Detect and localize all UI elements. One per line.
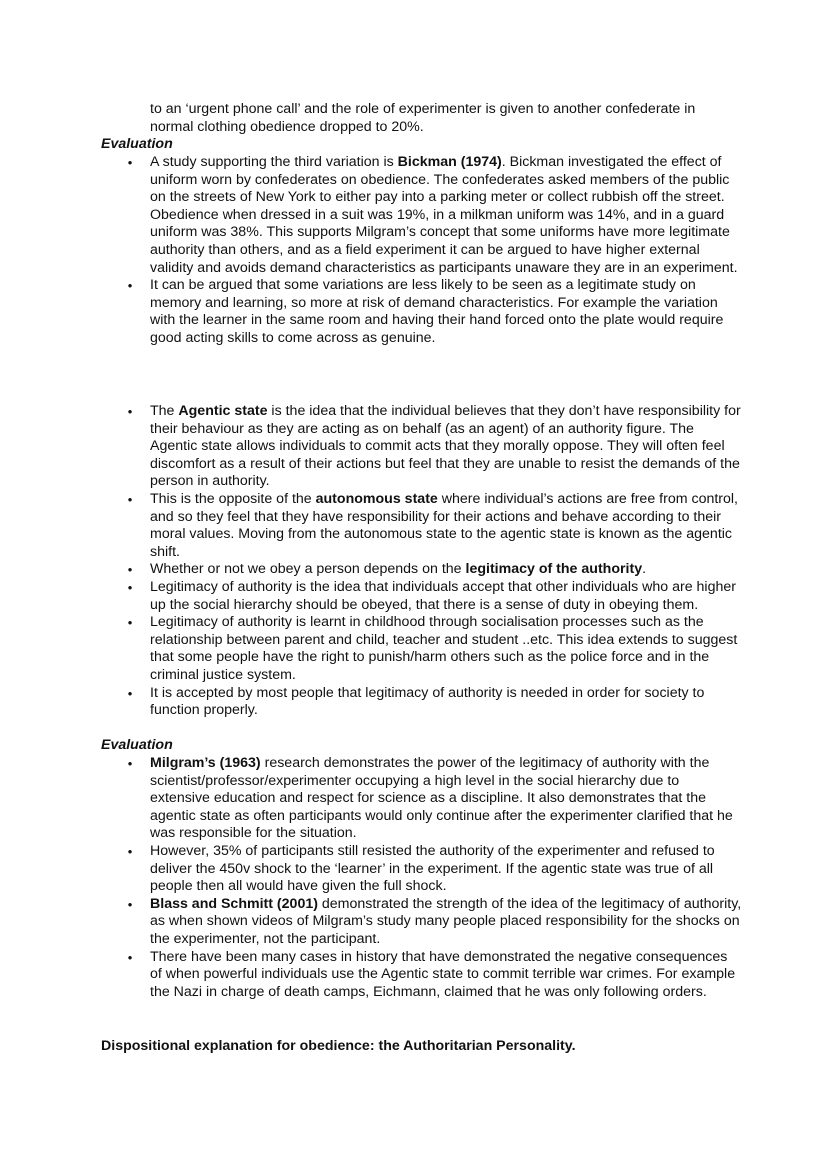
key-term: legitimacy of the authority <box>465 561 643 578</box>
bullet-icon: • <box>127 615 133 631</box>
list-item-text: demonstrated the strength of the idea of the legitimacy of authority, as when shown videos of Milgram’s study many people placed responsibility for the shocks on the experimenter, not the participant. <box>150 895 742 947</box>
list-item <box>127 684 742 720</box>
list-item-text: A study supporting the third variation is <box>150 154 398 170</box>
bullet-icon: • <box>127 685 133 701</box>
agentic-state-list <box>127 403 742 720</box>
key-term: Agentic state <box>178 403 268 419</box>
evaluation-heading: Evaluation <box>101 136 173 152</box>
bullet-icon: • <box>127 579 133 595</box>
list-item <box>127 614 742 684</box>
list-item <box>127 755 742 843</box>
list-item <box>127 277 742 347</box>
list-item <box>127 403 742 491</box>
list-item <box>127 895 742 949</box>
intro-continuation: to an ‘urgent phone call’ and the role of experimenter is given to another confederate in normal clothing obedience dropped to 20%. <box>150 101 696 135</box>
list-item-text: Legitimacy of authority is the idea that individuals accept that other individuals who are higher up the social hierarchy should be obeyed, that there is a sense of duty in obeying them. <box>150 578 736 613</box>
bullet-icon: • <box>127 278 133 294</box>
list-item-text: It is accepted by most people that legitimacy of authority is needed in order for society to function properly. <box>150 684 705 719</box>
list-item-text: where individual’s actions are free from control, and so they feel that they have responsibility for their actions and behave according to their moral values. Moving from the autonomous state to the agentic state is known as the agentic shift. <box>150 490 738 560</box>
evaluation-list-2 <box>127 755 742 1001</box>
evaluation-heading: Evaluation <box>101 737 173 753</box>
list-item-text: is the idea that the individual believes that they don’t have responsibility for their behaviour as they are acting as on behalf (as an agent) of an authority figure. The Agentic state allows individuals to commit acts that they morally oppose. They will often feel discomfort as a result of their actions but feel that they are unable to resist the demands of the person in authority. <box>150 403 741 490</box>
list-item-text: This is the opposite of the <box>150 490 316 507</box>
bullet-icon: • <box>127 949 133 965</box>
bullet-icon: • <box>127 404 133 419</box>
list-item-text: . <box>642 561 647 578</box>
list-item <box>127 154 742 277</box>
citation: Blass and Schmitt (2001) <box>150 895 318 912</box>
list-item <box>127 842 742 896</box>
list-item-text: The <box>150 403 179 419</box>
list-item-text: It can be argued that some variations are less likely to be seen as a legitimate study on memory and learning, so more at risk of demand characteristics. For example the variation with the learner in the same room and having their hand forced onto the plate would require good acting skills to come across as genuine. <box>150 277 724 346</box>
section-title: Dispositional explanation for obedience: the Authoritarian Personality. <box>101 1038 576 1054</box>
list-item <box>127 948 742 1002</box>
evaluation-list-1 <box>127 154 742 348</box>
bullet-icon: • <box>127 756 133 771</box>
list-item <box>127 578 742 614</box>
bullet-icon: • <box>127 491 133 507</box>
bullet-icon: • <box>127 562 133 578</box>
list-item-text: Legitimacy of authority is learnt in childhood through socialisation processes such as the relationship between parent and child, teacher and student ..etc. This idea extends to suggest that some people have the right to punish/harm others such as the police force and in the criminal justice system. <box>150 614 738 683</box>
list-item <box>127 490 742 561</box>
bullet-icon: • <box>127 155 133 170</box>
list-item-text: Whether or not we obey a person depends on the <box>150 561 466 578</box>
list-item-text: . Bickman investigated the effect of uniform worn by confederates on obedience. The confederates asked members of the public on the streets of New York to either pay into a parking meter or collect rubbish off the street. Obedience when dressed in a suit was 19%, in a milkman uniform was 14%, and in a guard uniform was 38%. This supports Milgram’s concept that some uniforms have more legitimate authority than others, and as a field experiment it can be argued to have higher external validity and avoids demand characteristics as participants unaware they are in an experiment. <box>150 154 738 276</box>
citation: Bickman (1974) <box>397 154 502 170</box>
list-item-text: research demonstrates the power of the legitimacy of authority with the scientist/professor/experimenter occupying a high level in the social hierarchy due to extensive education and respect for science as a discipline. It also demonstrates that the agentic state as often participants would only continue after the experimenter clarified that he was responsible for the situation. <box>150 755 733 842</box>
key-term: autonomous state <box>315 490 438 507</box>
citation: Milgram’s (1963) <box>150 755 261 771</box>
bullet-icon: • <box>127 896 133 912</box>
list-item-text: However, 35% of participants still resisted the authority of the experimenter and refused to deliver the 450v shock to the ‘learner’ in the experiment. If the agentic state was true of all people then all would have given the full shock. <box>150 842 715 895</box>
list-item-text: There have been many cases in history that have demonstrated the negative consequences of when powerful individuals use the Agentic state to commit terrible war crimes. For example the Nazi in charge of death camps, Eichmann, claimed that he was only following orders. <box>150 948 736 1000</box>
list-item <box>127 561 742 579</box>
bullet-icon: • <box>127 843 133 859</box>
